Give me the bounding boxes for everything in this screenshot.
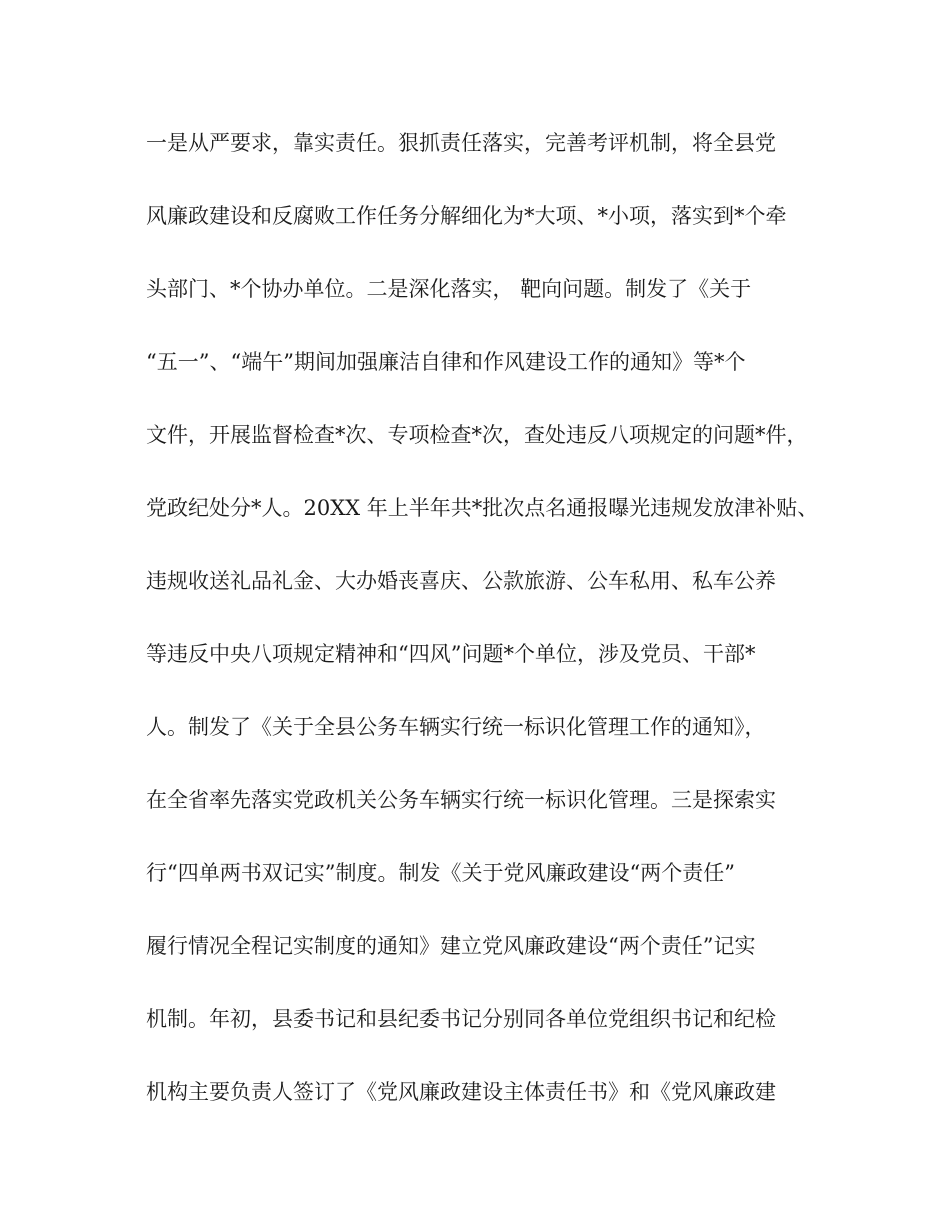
- text-line: 党政纪处分*人。20XX 年上半年共*批次点名通报曝光违规发放津补贴、: [146, 496, 819, 520]
- text-line: 头部门、*个协办单位。二是深化落实， 靶向问题。制发了《关于: [146, 277, 752, 301]
- text-line: 风廉政建设和反腐败工作任务分解细化为*大项、*小项，落实到*个牵: [146, 204, 787, 228]
- text-line: 等违反中央八项规定精神和“四风”问题*个单位，涉及党员、干部*: [146, 642, 756, 666]
- text-line: 机构主要负责人签订了《党风廉政建设主体责任书》和《党风廉政建: [146, 1080, 776, 1104]
- text-line: 履行情况全程记实制度的通知》建立党风廉政建设“两个责任”记实: [146, 934, 756, 958]
- text-line: 行“四单两书双记实”制度。制发《关于党风廉政建设“两个责任”: [146, 861, 735, 885]
- text-line: 违规收送礼品礼金、大办婚丧喜庆、公款旅游、公车私用、私车公养: [146, 569, 776, 593]
- text-line: 人。制发了《关于全县公务车辆实行统一标识化管理工作的通知》，: [146, 715, 766, 739]
- text-line: 文件，开展监督检查*次、专项检查*次，查处违反八项规定的问题*件，: [146, 423, 808, 447]
- text-line: 在全省率先落实党政机关公务车辆实行统一标识化管理。三是探索实: [146, 788, 776, 812]
- document-body: [146, 122, 826, 1144]
- text-line: 机制。年初，县委书记和县纪委书记分别同各单位党组织书记和纪检: [146, 1007, 776, 1031]
- text-line: 一是从严要求，靠实责任。狠抓责任落实，完善考评机制，将全县党: [146, 131, 776, 155]
- text-line: “五一”、“端午”期间加强廉洁自律和作风建设工作的通知》等*个: [146, 350, 746, 374]
